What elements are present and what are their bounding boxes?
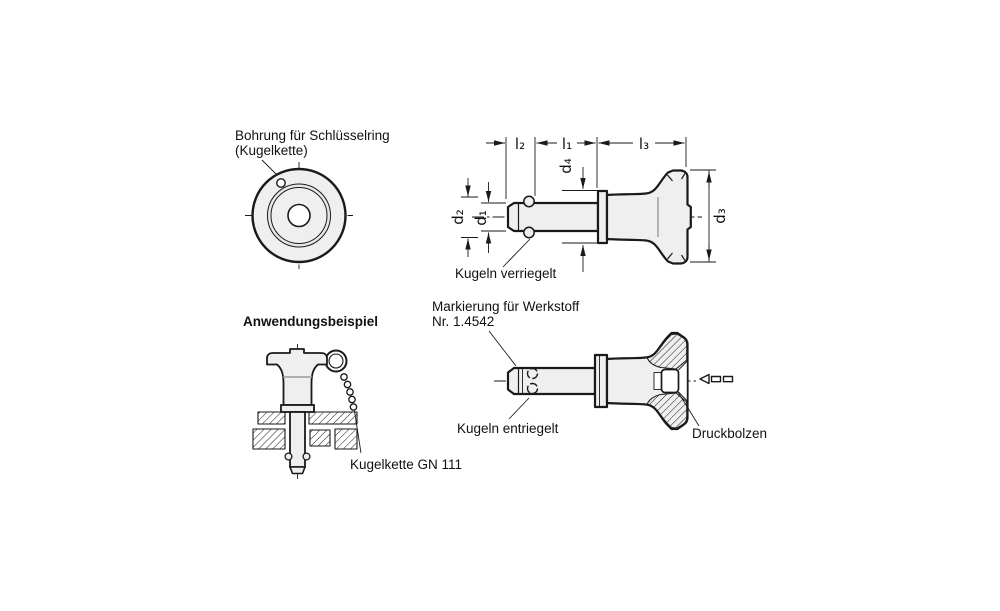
knob-handle (607, 171, 691, 264)
dim-l1: l₁ (561, 135, 573, 153)
pin-shaft-2 (508, 368, 595, 394)
ball-top (524, 196, 534, 206)
balls-unlocked-label: Kugeln entriegelt (457, 421, 559, 436)
application-ball-left (285, 453, 292, 460)
dim-d3: d₃ (711, 208, 729, 224)
plate-left-upper (258, 412, 285, 424)
section-hatch-upper (647, 334, 687, 369)
push-pin (662, 370, 679, 393)
ball-chain (341, 374, 357, 410)
dim-l3: l₃ (638, 135, 650, 153)
press-arrow-icon (700, 375, 709, 384)
side-view-locked (449, 135, 729, 281)
top-view-label-line1: Bohrung für Schlüsselring (235, 128, 390, 143)
section-hatch-lower (647, 393, 687, 428)
plate-right-upper (309, 412, 357, 424)
dim-l2: l₂ (514, 135, 526, 153)
press-direction-symbol (700, 375, 733, 384)
dim-d4: d₄ (557, 158, 575, 174)
marking-leader (489, 331, 516, 366)
balls-locked-label: Kugeln verriegelt (455, 266, 557, 281)
marking-label-line2: Nr. 1.4542 (432, 314, 495, 329)
plate-right-lower (335, 429, 357, 449)
application-example (243, 314, 462, 482)
key-ring-inner (329, 354, 343, 368)
side-view-unlocked (432, 299, 767, 441)
keyring-hole (277, 179, 285, 187)
top-view-label-line2: (Kugelkette) (235, 143, 308, 158)
shoulder-flange-2 (595, 355, 607, 407)
pin-shaft (508, 203, 598, 231)
dim-d2: d₂ (449, 209, 467, 225)
balls-unlocked-leader (509, 398, 529, 419)
chain-label: Kugelkette GN 111 (350, 457, 463, 472)
balls-locked-leader (503, 239, 530, 267)
application-title: Anwendungsbeispiel (243, 314, 379, 329)
push-pin-label: Druckbolzen (692, 426, 768, 441)
plate-right-insert (310, 430, 330, 446)
marking-label-line1: Markierung für Werkstoff (432, 299, 580, 314)
dimension-d2-d1 (449, 178, 506, 257)
application-flange (281, 405, 314, 412)
plate-left-lower (253, 429, 285, 449)
shoulder-flange (598, 191, 607, 243)
dim-d1: d₁ (472, 210, 490, 226)
dimension-d3 (690, 170, 729, 262)
top-view (235, 128, 390, 269)
application-ball-right (303, 453, 310, 460)
ball-bottom (524, 227, 534, 237)
center-bore (288, 205, 310, 227)
application-shaft-tip (290, 467, 305, 474)
top-view-leader-line (262, 160, 278, 176)
application-shaft (290, 412, 305, 467)
